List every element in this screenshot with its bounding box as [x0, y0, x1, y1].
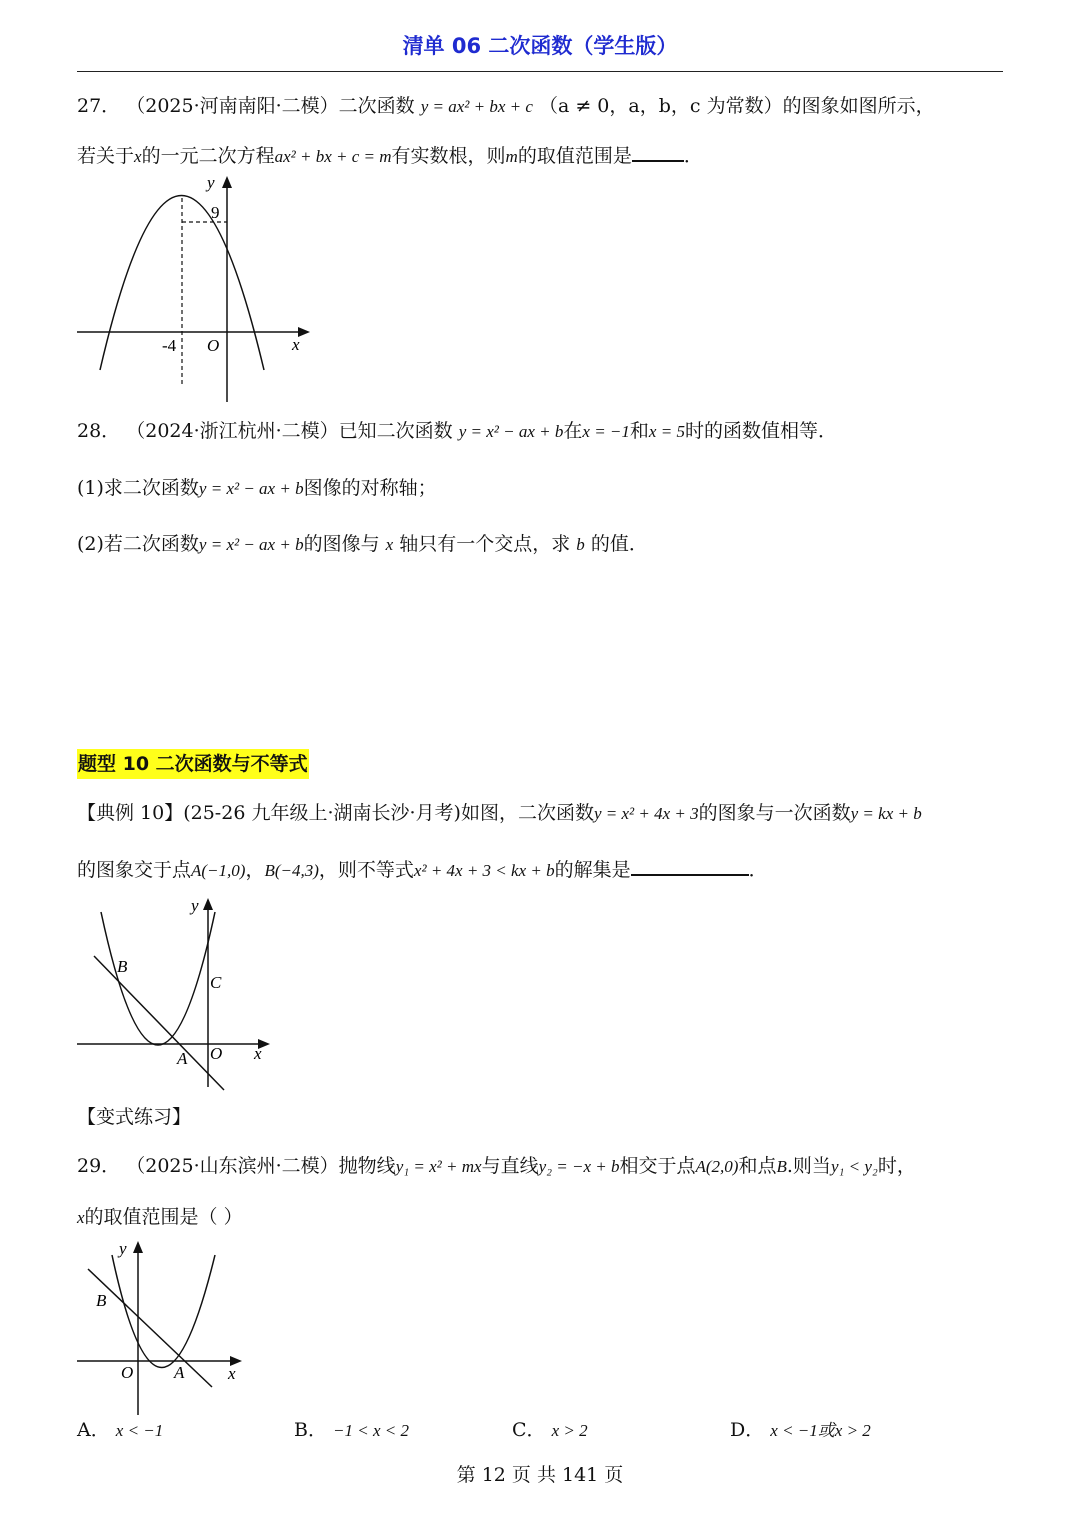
q28-formula: y = x² − ax + b	[458, 422, 564, 441]
q27-equation: ax² + bx + c = m	[274, 147, 392, 166]
q29-point-a: A(2,0)	[695, 1157, 739, 1176]
q29-point-a-label: A	[174, 1363, 185, 1382]
q29-text-b: 与直线	[481, 1155, 539, 1177]
q27-condition: （a ≠ 0，a，b，c 为常数）的图象如图所示，	[538, 95, 935, 117]
q29-option-d[interactable]	[730, 1416, 871, 1445]
q29-y-label: y	[119, 1239, 127, 1258]
example-y-label: y	[191, 896, 199, 915]
q28-p2-text-d: 的值．	[590, 533, 648, 555]
example-comma: ，	[245, 859, 265, 881]
q28-x1: x = −1	[582, 422, 630, 441]
q28-p1-formula: y = x² − ax + b	[198, 479, 304, 498]
q27-number: 27．	[77, 95, 121, 117]
q29-formula-line: y₂ = −x + b	[538, 1157, 620, 1176]
page-header-title: 清单 06 二次函数（学生版）	[402, 34, 678, 58]
q29-option-a[interactable]	[77, 1416, 163, 1445]
example-point-a-label: A	[177, 1049, 188, 1068]
q29-text-c: 相交于点	[619, 1155, 696, 1177]
q29-option-d-letter: D．	[730, 1419, 765, 1441]
q27-text-2b: 的一元二次方程	[141, 145, 275, 167]
q28-text-d: 时的函数值相等．	[684, 420, 837, 442]
q27-y-label: y	[207, 173, 215, 192]
q27-parabola-graph	[74, 170, 314, 405]
q27-text-2c: 有实数根，则	[391, 145, 506, 167]
q27-text-2a: 若关于	[77, 145, 135, 167]
q27-text: 二次函数	[338, 95, 415, 117]
q29-x-label: x	[228, 1364, 236, 1383]
example-x-label: x	[254, 1044, 262, 1063]
q28-p2-formula: y = x² − ax + b	[198, 535, 304, 554]
q27-x-label: x	[292, 335, 300, 354]
q28-p1-text-b: 图像的对称轴；	[303, 477, 437, 499]
q28-p2-b: b	[576, 535, 585, 554]
q29-option-a-value: x < −1	[115, 1421, 164, 1440]
example-text-a: 如图，二次函数	[460, 802, 594, 824]
example-text-2a: 的图象交于点	[77, 859, 192, 881]
q29-option-a-letter: A．	[77, 1419, 110, 1441]
q29-source: （2025·山东滨州·二模）	[126, 1155, 339, 1177]
q27-x-axis-arrow	[298, 327, 310, 337]
example-source: (25-26 九年级上·湖南长沙·月考)	[183, 802, 461, 824]
q29-option-b[interactable]	[294, 1416, 409, 1445]
q27-y-axis-arrow	[222, 176, 232, 188]
q29-point-b: B	[776, 1157, 787, 1176]
q27-text-2d: 的取值范围是	[517, 145, 632, 167]
q29-condition: y₁ < y₂	[830, 1157, 878, 1176]
example-parabola	[101, 912, 215, 1045]
page-footer: 第 12 页 共 141 页	[456, 1464, 624, 1486]
q28-p2-text-a: (2)若二次函数	[77, 533, 199, 555]
example-point-b: B(−4,3)	[264, 861, 319, 880]
q27-source: （2025·河南南阳·二模）	[126, 95, 339, 117]
example-inequality: x² + 4x + 3 < kx + b	[413, 861, 555, 880]
example-formula-linear: y = kx + b	[850, 804, 922, 823]
q28-text-a: 已知二次函数	[338, 420, 453, 442]
q29-graph	[74, 1233, 249, 1418]
q29-option-c[interactable]	[512, 1416, 588, 1445]
q28-p2-x: x	[385, 535, 394, 554]
q28-part-1	[77, 474, 1007, 503]
q29-number: 29．	[77, 1155, 121, 1177]
q29-parabola	[112, 1255, 215, 1368]
header-divider	[77, 71, 1003, 72]
example-line	[94, 956, 224, 1090]
q28-p2-text-b: 的图像与	[303, 533, 380, 555]
example-graph	[74, 892, 274, 1094]
q29-option-b-letter: B．	[294, 1419, 327, 1441]
q29-origin-label: O	[121, 1363, 134, 1382]
q27-var-m: m	[505, 147, 518, 166]
q29-line-2	[77, 1203, 1007, 1232]
example-y-axis-arrow	[203, 898, 213, 910]
example-formula-quadratic: y = x² + 4x + 3	[593, 804, 699, 823]
q29-text-f: 时，	[877, 1155, 916, 1177]
example-point-a: A(−1,0)	[191, 861, 246, 880]
q28-number: 28．	[77, 420, 121, 442]
q28-p1-text-a: (1)求二次函数	[77, 477, 199, 499]
example-answer-blank[interactable]	[631, 856, 749, 876]
q29-point-b-label: B	[96, 1291, 107, 1310]
example-end: ．	[748, 859, 768, 881]
q27-formula: y = ax² + bx + c	[420, 97, 533, 116]
q29-option-b-value: −1 < x < 2	[333, 1421, 409, 1440]
q27-var-x: x	[134, 147, 142, 166]
q28-part-2	[77, 530, 1007, 559]
q27-vertex-y-label: 9	[211, 203, 220, 222]
q27-line-1	[77, 92, 1007, 121]
q28-text-b: 在	[563, 420, 583, 442]
q29-var-x: x	[77, 1208, 85, 1227]
q29-formula-parabola: y₁ = x² + mx	[395, 1157, 482, 1176]
q28-line-1	[77, 417, 1007, 446]
example-line-1	[77, 799, 1007, 828]
q28-text-c: 和	[629, 420, 649, 442]
q29-text-d: 和点	[738, 1155, 777, 1177]
q29-text-2: 的取值范围是（ ）	[84, 1206, 243, 1228]
q28-source: （2024·浙江杭州·二模）	[126, 420, 339, 442]
example-label: 【典例 10】	[77, 802, 184, 824]
q27-origin-label: O	[207, 336, 220, 355]
example-point-c-label: C	[210, 973, 222, 992]
q29-text-e: .则当	[786, 1155, 831, 1177]
q28-p2-text-c: 轴只有一个交点，求	[399, 533, 571, 555]
q29-y-axis-arrow	[133, 1241, 143, 1253]
section-heading: 题型 10 二次函数与不等式	[77, 749, 309, 779]
q29-option-c-letter: C．	[512, 1419, 546, 1441]
q27-line-2	[77, 142, 1007, 171]
q27-vertex-x-label: -4	[162, 336, 177, 355]
example-text-2b: ，则不等式	[318, 859, 414, 881]
example-origin-label: O	[210, 1044, 223, 1063]
example-point-b-label: B	[117, 957, 128, 976]
q29-option-c-value: x > 2	[551, 1421, 588, 1440]
q29-text-a: 抛物线	[338, 1155, 396, 1177]
variant-label: 【变式练习】	[77, 1106, 192, 1128]
q27-end: ．	[683, 145, 703, 167]
q29-option-d-value: x < −1或x > 2	[770, 1421, 871, 1440]
example-line-2	[77, 856, 1007, 885]
example-text-2c: 的解集是	[554, 859, 631, 881]
q29-line-1	[77, 1152, 1007, 1181]
example-text-b: 的图象与一次函数	[698, 802, 851, 824]
q28-x2: x = 5	[648, 422, 685, 441]
q27-answer-blank[interactable]	[632, 142, 684, 162]
